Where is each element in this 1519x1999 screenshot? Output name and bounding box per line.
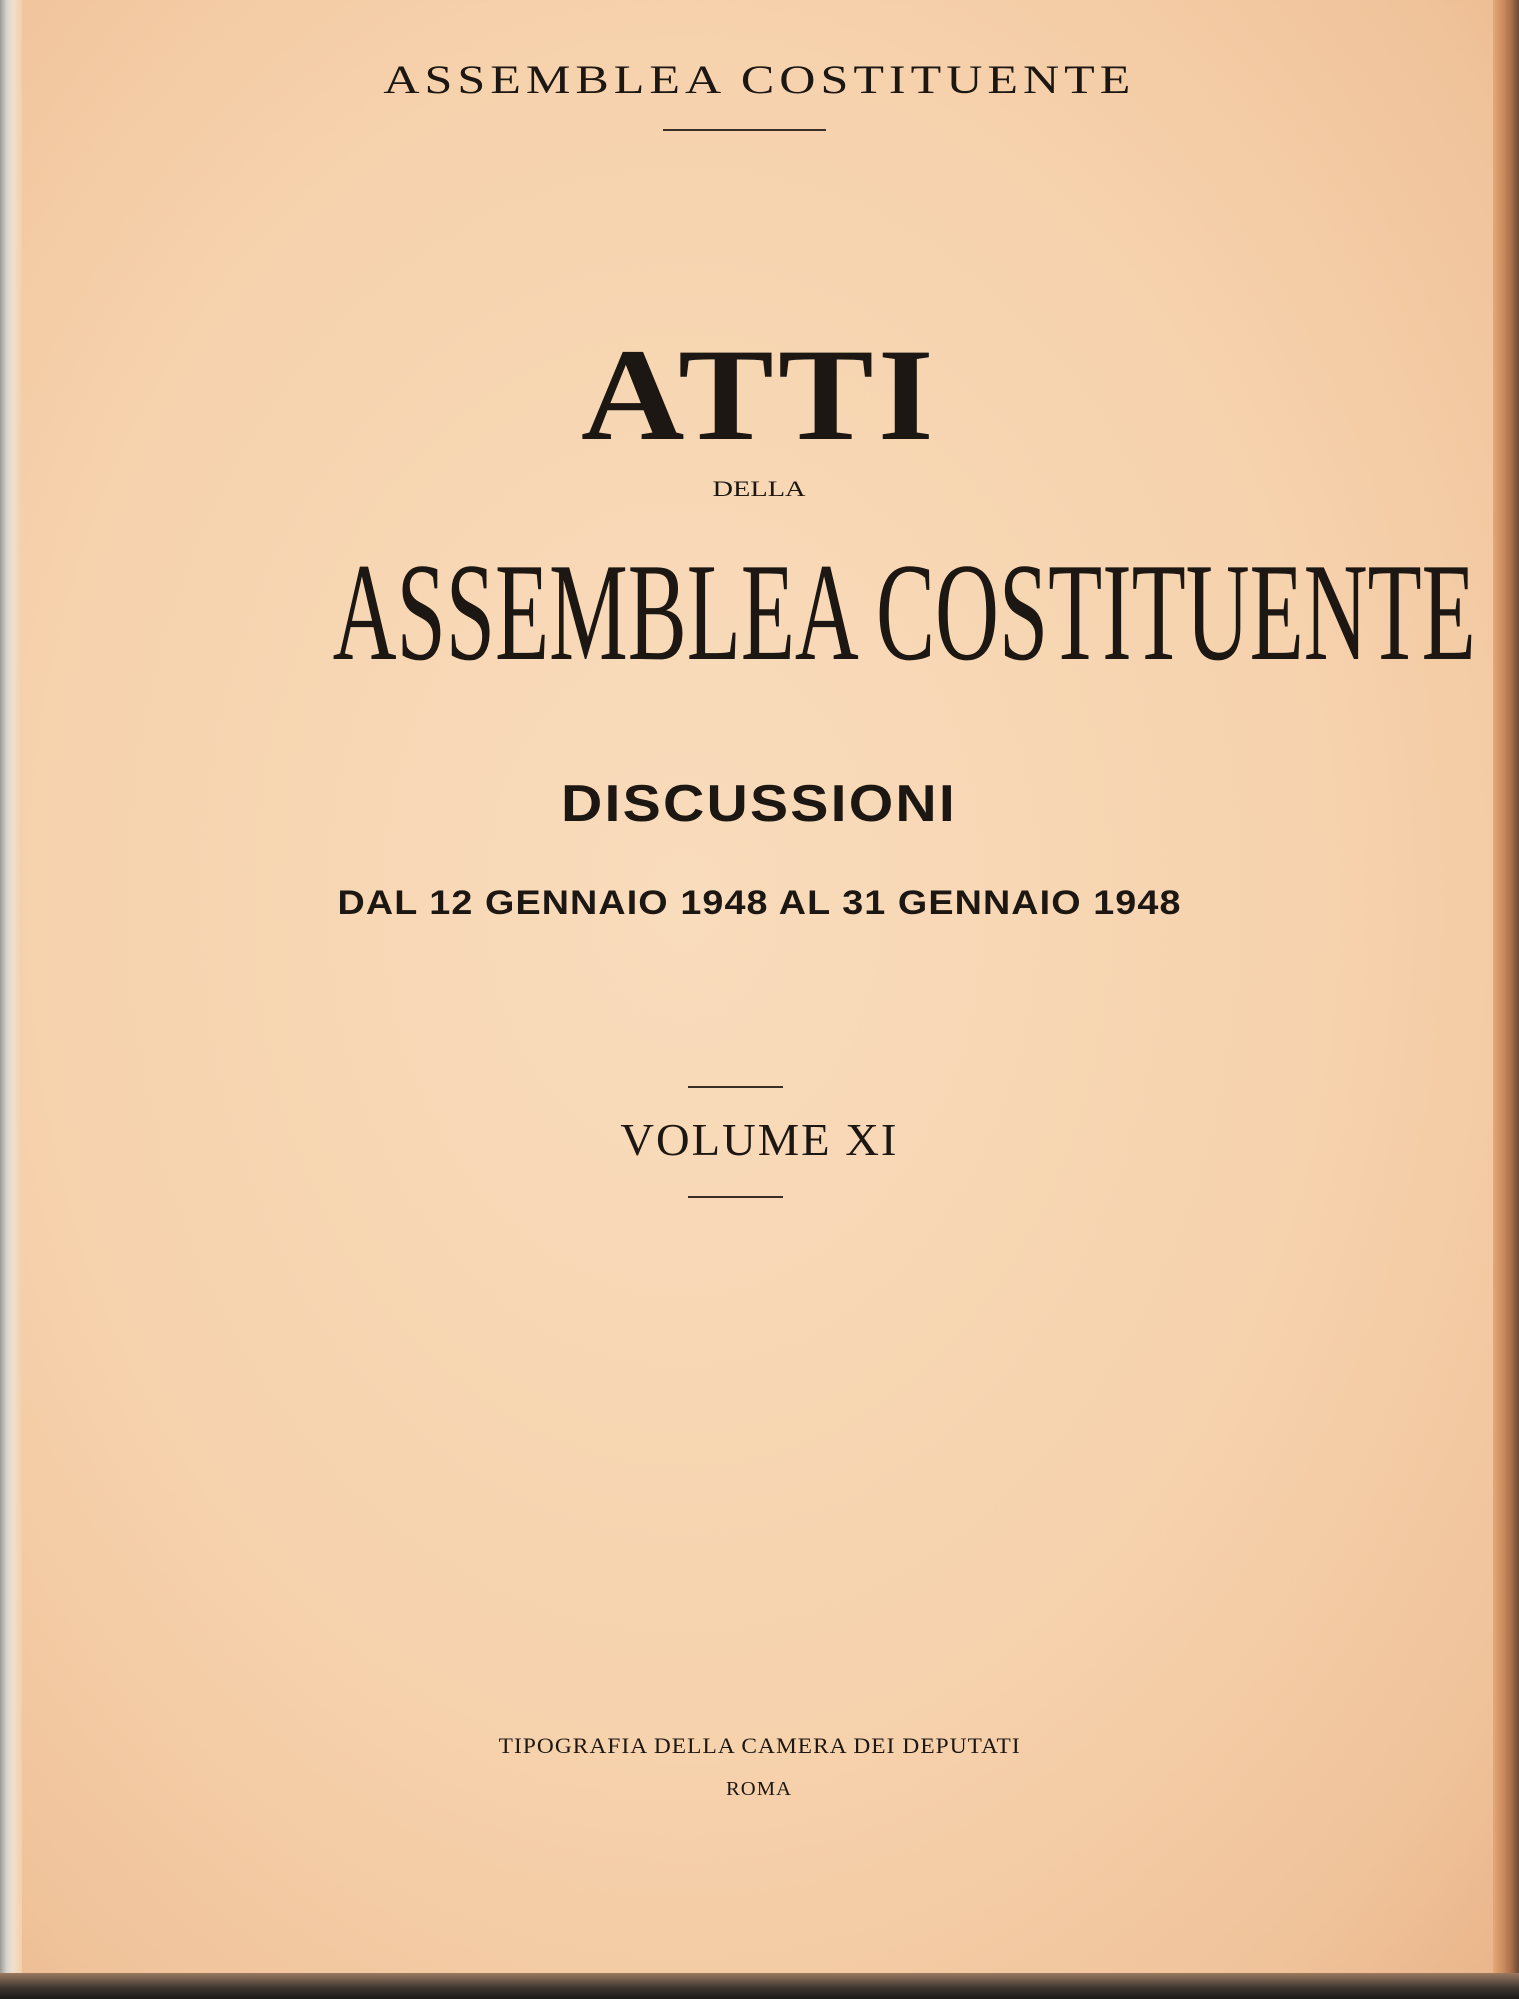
date-range bbox=[0, 884, 1519, 923]
title-main-text: ASSEMBLEA COSTITUENTE bbox=[332, 535, 1476, 690]
date-range-text: DAL 12 GENNAIO 1948 AL 31 GENNAIO 1948 bbox=[337, 884, 1182, 922]
divider-rule bbox=[688, 1196, 783, 1198]
running-header bbox=[0, 56, 1519, 103]
volume-text: VOLUME XI bbox=[620, 1114, 899, 1165]
page-edge-right bbox=[1493, 0, 1519, 1999]
header-text: ASSEMBLEA COSTITUENTE bbox=[383, 57, 1136, 102]
imprint-city bbox=[0, 1778, 1519, 1801]
divider-rule bbox=[688, 1086, 783, 1088]
city-text: ROMA bbox=[726, 1778, 793, 1800]
title-main bbox=[0, 532, 1519, 693]
title-text: ATTI bbox=[580, 321, 938, 468]
connector-text: DELLA bbox=[713, 476, 806, 501]
page-edge-bottom bbox=[0, 1973, 1519, 1999]
volume-label bbox=[0, 1113, 1519, 1166]
divider-rule bbox=[663, 129, 826, 131]
title-connector bbox=[0, 476, 1519, 502]
printer-imprint bbox=[0, 1733, 1519, 1759]
book-spine-edge bbox=[0, 0, 22, 1999]
section-heading bbox=[0, 774, 1519, 834]
section-text: DISCUSSIONI bbox=[561, 775, 958, 833]
printer-text: TIPOGRAFIA DELLA CAMERA DEI DEPUTATI bbox=[498, 1733, 1021, 1758]
title bbox=[0, 318, 1519, 471]
